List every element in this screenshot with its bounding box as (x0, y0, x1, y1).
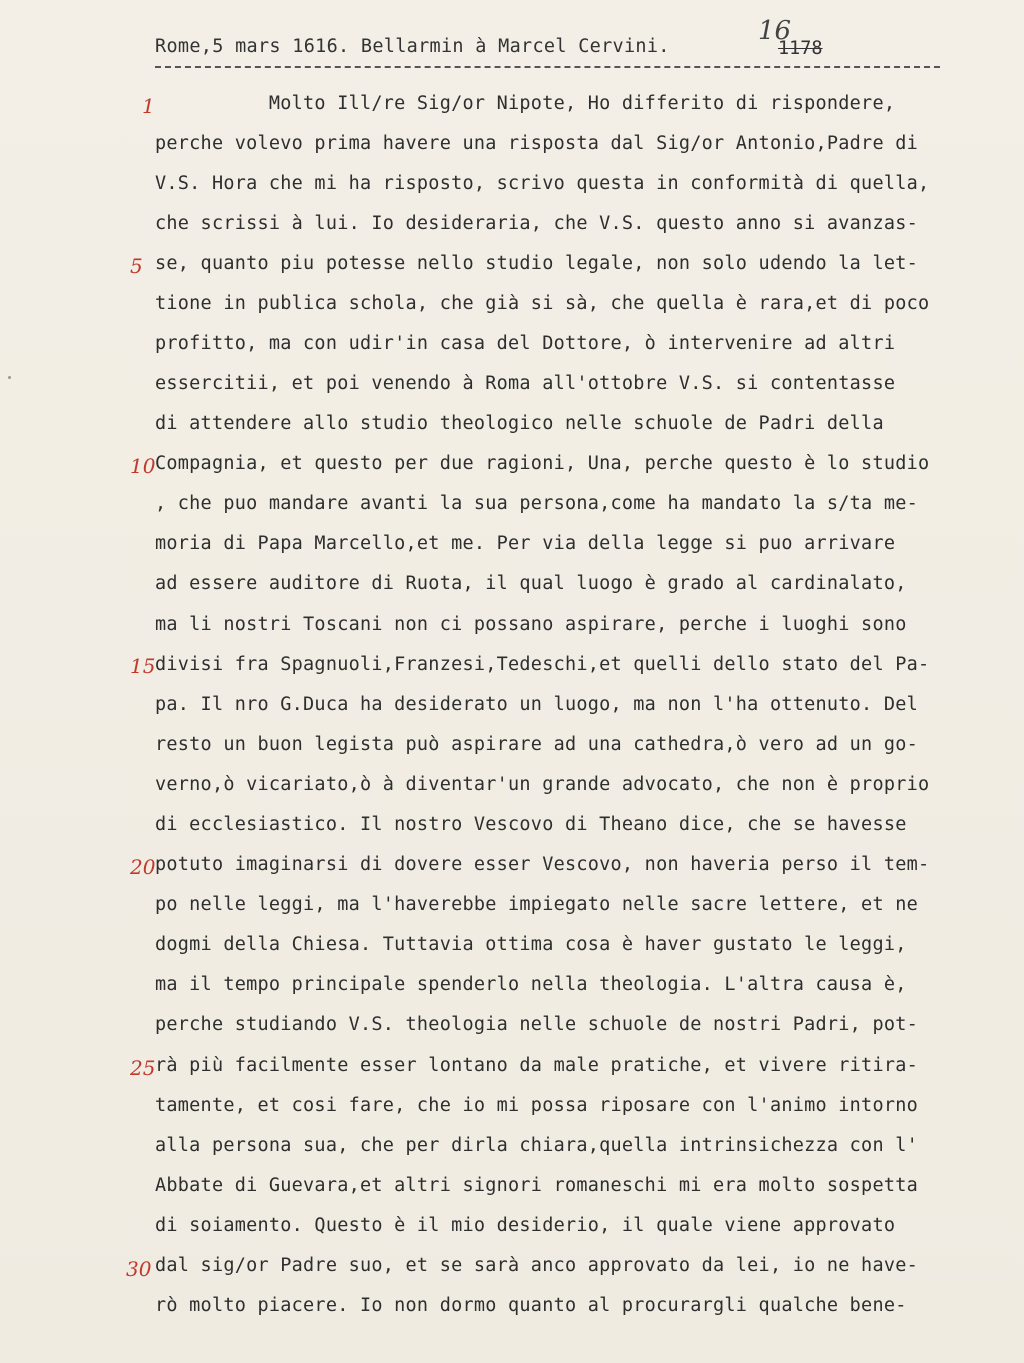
text-line-24: perche studiando V.S. theologia nelle schuole de nostri Padri, pot- (155, 1014, 918, 1035)
margin-number-30: 30 (126, 1257, 152, 1281)
text-line-11: , che puo mandare avanti la sua persona,come ha mandato la s/ta me- (155, 493, 918, 514)
punch-hole-mark (8, 376, 11, 379)
text-line-3: V.S. Hora che mi ha risposto, scrivo questa in conformità di quella, (155, 173, 930, 194)
text-line-22: dogmi della Chiesa. Tuttavia ottima cosa è haver gustato le leggi, (155, 934, 907, 955)
text-line-4: che scrissi à lui. Io desideraria, che V.S. questo anno si avanzas- (155, 213, 918, 234)
text-line-1: Molto Ill/re Sig/or Nipote, Ho differito di rispondere, (155, 93, 896, 114)
text-line-12: moria di Papa Marcello,et me. Per via della legge si puo arrivare (155, 533, 896, 554)
letter-header: Rome,5 mars 1616. Bellarmin à Marcel Cervini. (155, 36, 670, 57)
text-line-25: rà più facilmente esser lontano da male pratiche, et vivere ritira- (155, 1055, 918, 1076)
text-line-7: profitto, ma con udir'in casa del Dottore, ò intervenire ad altri (155, 333, 896, 354)
margin-number-10: 10 (130, 454, 156, 478)
text-line-8: essercitii, et poi venendo à Roma all'ottobre V.S. si contentasse (155, 373, 896, 394)
header-divider (155, 66, 940, 68)
margin-number-5: 5 (130, 254, 143, 278)
archive-number-struck: 1178 (778, 38, 823, 59)
text-line-21: po nelle leggi, ma l'haverebbe impiegato nelle sacre lettere, et ne (155, 894, 918, 915)
text-line-27: alla persona sua, che per dirla chiara,quella intrinsichezza con l' (155, 1135, 918, 1156)
text-line-29: di soiamento. Questo è il mio desiderio, il quale viene approvato (155, 1215, 896, 1236)
text-line-26: tamente, et cosi fare, che io mi possa riposare con l'animo intorno (155, 1095, 918, 1116)
text-line-19: di ecclesiastico. Il nostro Vescovo di Theano dice, che se havesse (155, 814, 907, 835)
text-line-16: pa. Il nro G.Duca ha desiderato un luogo, ma non l'ha ottenuto. Del (155, 694, 918, 715)
text-line-17: resto un buon legista può aspirare ad una cathedra,ò vero ad un go- (155, 734, 918, 755)
margin-number-20: 20 (130, 855, 156, 879)
text-line-30: dal sig/or Padre suo, et se sarà anco approvato da lei, io ne have- (155, 1255, 918, 1276)
text-line-10: Compagnia, et questo per due ragioni, Una, perche questo è lo studio (155, 453, 930, 474)
text-line-6: tione in publica schola, che già si sà, che quella è rara,et di poco (155, 293, 930, 314)
archive-number-typed (778, 38, 823, 59)
text-line-13: ad essere auditore di Ruota, il qual luogo è grado al cardinalato, (155, 573, 907, 594)
text-line-23: ma il tempo principale spenderlo nella theologia. L'altra causa è, (155, 974, 907, 995)
text-line-20: potuto imaginarsi di dovere esser Vescovo, non haveria perso il tem- (155, 854, 930, 875)
margin-number-15: 15 (130, 654, 156, 678)
text-line-28: Abbate di Guevara,et altri signori romaneschi mi era molto sospetta (155, 1175, 918, 1196)
text-line-5: se, quanto piu potesse nello studio legale, non solo udendo la let- (155, 253, 918, 274)
text-line-31: rò molto piacere. Io non dormo quanto al procurargli qualche bene- (155, 1295, 907, 1316)
text-line-14: ma li nostri Toscani non ci possano aspirare, perche i luoghi sono (155, 614, 907, 635)
text-line-18: verno,ò vicariato,ò à diventar'un grande advocato, che non è proprio (155, 774, 930, 795)
margin-number-25: 25 (130, 1056, 156, 1080)
archive-number-handwritten: 16 (758, 16, 792, 46)
text-line-2: perche volevo prima havere una risposta dal Sig/or Antonio,Padre di (155, 133, 918, 154)
margin-number-1: 1 (142, 94, 155, 118)
text-line-15: divisi fra Spagnuoli,Franzesi,Tedeschi,et quelli dello stato del Pa- (155, 654, 930, 675)
text-line-9: di attendere allo studio theologico nelle schuole de Padri della (155, 413, 884, 434)
